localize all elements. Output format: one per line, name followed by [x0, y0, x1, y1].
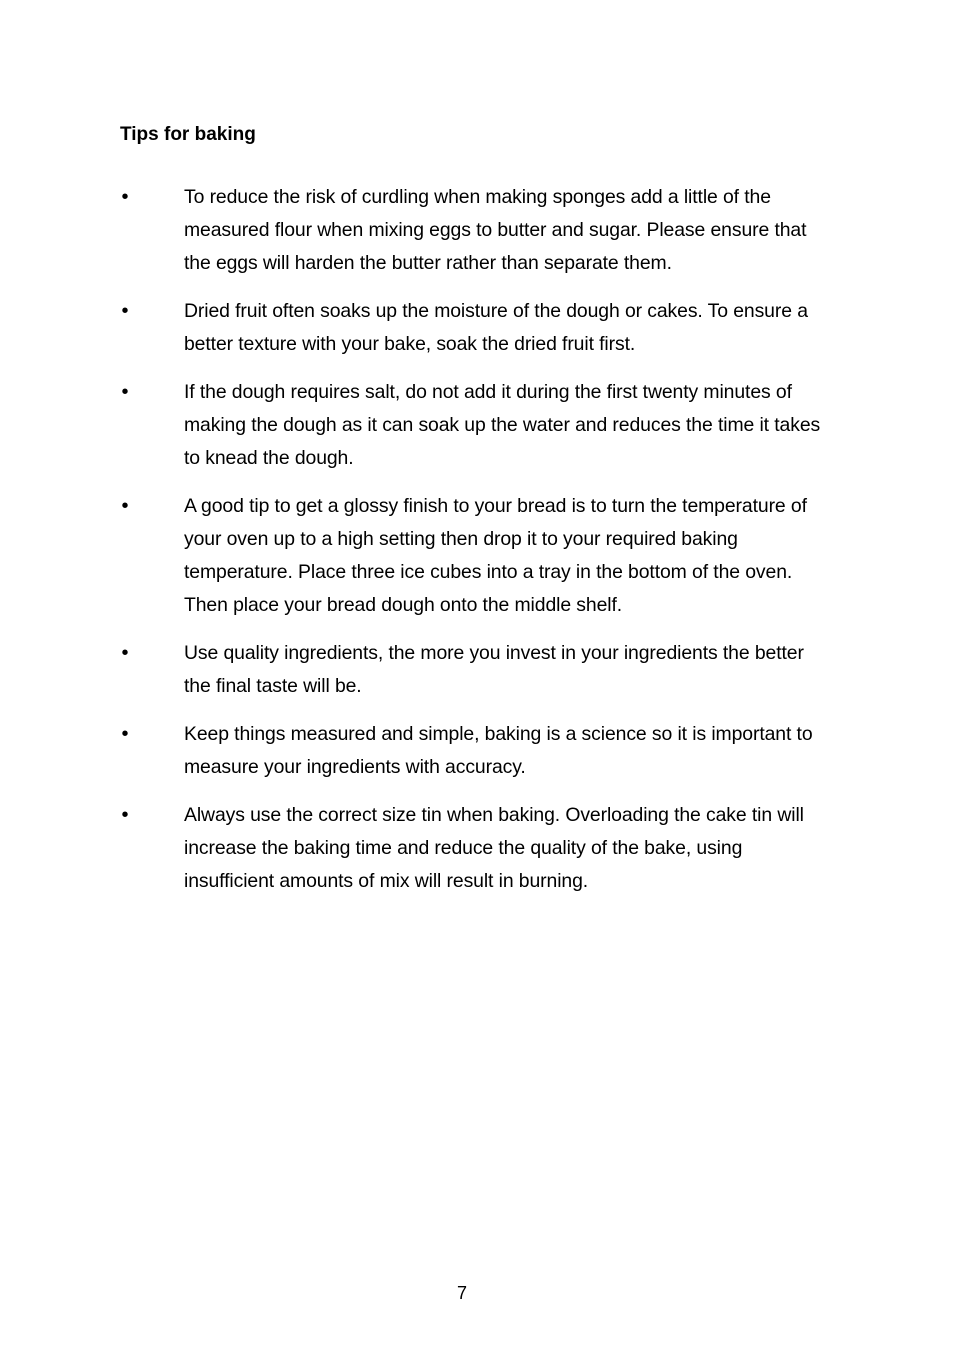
list-item: [0, 718, 954, 784]
bullet-icon: •: [121, 642, 129, 664]
bullet-icon: •: [121, 804, 129, 826]
tip-text: Keep things measured and simple, baking is a science so it is important to measure your ingredients with accuracy.: [184, 723, 813, 778]
bullet-icon: •: [121, 300, 129, 322]
bullet-icon: •: [121, 723, 129, 745]
list-item: [0, 181, 954, 280]
tip-text: If the dough requires salt, do not add it during the first twenty minutes of making the dough as it can soak up the water and reduces the time it takes to knead the dough.: [184, 381, 821, 469]
tip-text: To reduce the risk of curdling when making sponges add a little of the measured flour when mixing eggs to butter and sugar. Please ensure that the eggs will harden the butter rather than separate them.: [184, 186, 807, 274]
list-item: [0, 637, 954, 703]
bullet-icon: •: [121, 186, 129, 208]
bullet-icon: •: [121, 495, 129, 517]
list-item: [0, 490, 954, 622]
tip-text: Use quality ingredients, the more you invest in your ingredients the better the final taste will be.: [184, 642, 804, 697]
bullet-icon: •: [121, 381, 129, 403]
tip-text: Dried fruit often soaks up the moisture of the dough or cakes. To ensure a better texture with your bake, soak the dried fruit first.: [184, 300, 808, 355]
section-heading: Tips for baking: [120, 124, 256, 145]
tip-text: Always use the correct size tin when baking. Overloading the cake tin will increase the baking time and reduce the quality of the bake, using insufficient amounts of mix will result in burning.: [184, 804, 804, 892]
tips-list: [0, 181, 954, 913]
tip-text: A good tip to get a glossy finish to your bread is to turn the temperature of your oven up to a high setting then drop it to your required baking temperature. Place three ice cubes into a tray in the bottom of the oven. Then place your bread dough onto the middle shelf.: [184, 495, 807, 616]
list-item: [0, 295, 954, 361]
list-item: [0, 799, 954, 898]
page-number: 7: [456, 1283, 467, 1303]
list-item: [0, 376, 954, 475]
